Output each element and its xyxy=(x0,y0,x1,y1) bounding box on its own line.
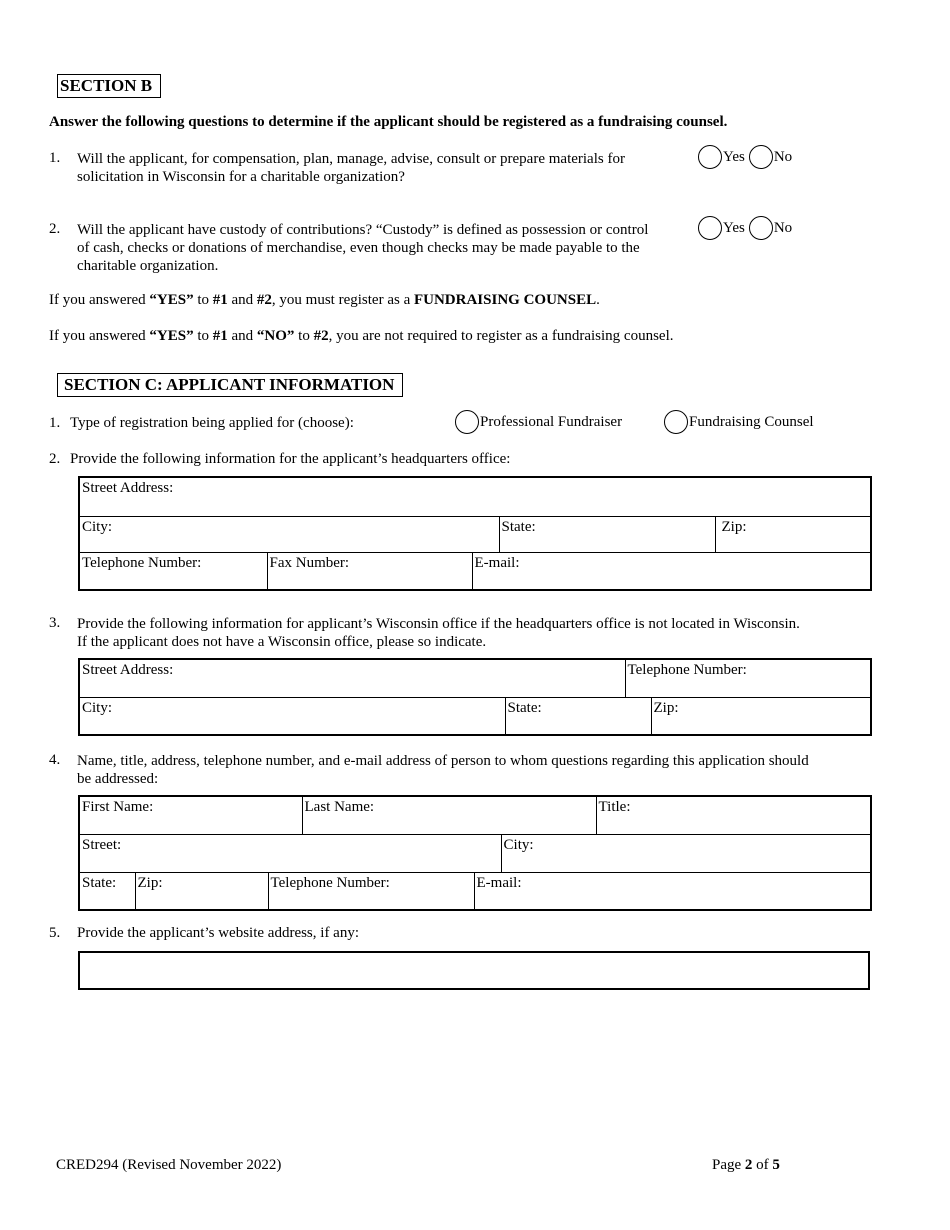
section-b-q2-line1: Will the applicant have custody of contributions? “Custody” is defined as possession or control xyxy=(77,222,649,238)
section-c-q3-line1: Provide the following information for applicant’s Wisconsin office if the headquarters office is not located in Wisconsin. xyxy=(77,616,800,632)
q1-no-radio[interactable] xyxy=(749,145,773,169)
contact-first-name-field[interactable] xyxy=(79,796,302,834)
wi-telephone-field[interactable] xyxy=(625,659,871,697)
q1-yes-radio[interactable] xyxy=(698,145,722,169)
note1-text: If you answered xyxy=(49,292,150,308)
hq-fax-label: Fax Number: xyxy=(269,554,350,571)
wi-city-label: City: xyxy=(82,699,113,716)
note1-ref-1: #1 xyxy=(212,292,228,308)
section-c-q4-number: 4. xyxy=(49,752,61,768)
contact-telephone-label: Telephone Number: xyxy=(270,874,390,891)
contact-last-name-label: Last Name: xyxy=(304,799,375,815)
section-c-q3-number: 3. xyxy=(49,615,61,631)
wi-state-label: State: xyxy=(507,699,542,716)
section-c-q5-number: 5. xyxy=(49,925,61,941)
section-b-q1-line2: solicitation in Wisconsin for a charitable organization? xyxy=(77,169,405,185)
wi-state-field[interactable] xyxy=(505,697,651,735)
note1-text: and xyxy=(227,292,257,308)
note2-ref-2: #2 xyxy=(313,328,329,344)
headquarters-office-table xyxy=(78,476,872,591)
contact-first-name-label: First Name: xyxy=(82,799,154,815)
note1-text: to xyxy=(193,292,213,308)
note2-text: and xyxy=(227,328,257,344)
section-b-note-2 xyxy=(49,328,673,345)
form-identifier: CRED294 (Revised November 2022) xyxy=(56,1157,282,1173)
hq-city-label: City: xyxy=(82,518,113,535)
contact-street-field[interactable] xyxy=(79,834,501,872)
section-c-q1-number: 1. xyxy=(49,415,61,431)
total-pages: 5 xyxy=(772,1157,780,1173)
wi-zip-field[interactable] xyxy=(651,697,871,735)
q2-no-label: No xyxy=(773,219,793,236)
note1-text: , you must register as a xyxy=(271,292,414,308)
contact-last-name-field[interactable] xyxy=(302,796,596,834)
note1-ref-2: #2 xyxy=(256,292,272,308)
q2-no-radio[interactable] xyxy=(749,216,773,240)
wisconsin-office-table xyxy=(78,658,872,736)
note2-text: If you answered xyxy=(49,328,150,344)
fundraising-counsel-label: Fundraising Counsel xyxy=(689,413,814,430)
q2-yes-label: Yes xyxy=(723,219,745,236)
section-b-q2-text xyxy=(77,221,692,275)
wi-zip-label: Zip: xyxy=(653,699,679,716)
professional-fundraiser-label: Professional Fundraiser xyxy=(480,413,623,430)
contact-state-field[interactable] xyxy=(79,872,135,910)
note2-text: to xyxy=(294,328,314,344)
note2-yes: “YES” xyxy=(149,328,194,344)
of-word: of xyxy=(752,1157,773,1173)
section-b-q2-options xyxy=(698,216,792,240)
fundraising-counsel-radio[interactable] xyxy=(664,410,688,434)
hq-telephone-field[interactable] xyxy=(79,552,267,590)
section-b-title: SECTION B xyxy=(57,74,161,98)
section-b-note-1 xyxy=(49,292,600,309)
section-c-title: SECTION C: APPLICANT INFORMATION xyxy=(57,373,403,397)
hq-email-label: E-mail: xyxy=(474,554,520,571)
registration-type-fundraising-counsel[interactable] xyxy=(664,410,814,434)
q2-yes-radio[interactable] xyxy=(698,216,722,240)
q1-yes-label: Yes xyxy=(723,148,745,165)
note2-text: to xyxy=(193,328,213,344)
section-b-q1-text xyxy=(77,150,687,186)
note1-fundraising-counsel: FUNDRAISING COUNSEL xyxy=(413,292,597,308)
wi-street-address-field[interactable] xyxy=(79,659,625,697)
section-c-q4-line2: be addressed: xyxy=(77,771,159,787)
contact-email-field[interactable] xyxy=(474,872,871,910)
contact-street-label: Street: xyxy=(82,836,122,853)
hq-street-address-field[interactable] xyxy=(79,477,871,516)
section-c-q4-text xyxy=(77,752,877,788)
q1-no-label: No xyxy=(773,148,793,165)
section-b-q1-line1: Will the applicant, for compensation, plan, manage, advise, consult or prepare materials for xyxy=(77,151,625,167)
contact-email-label: E-mail: xyxy=(476,874,522,891)
wi-telephone-label: Telephone Number: xyxy=(627,662,747,678)
website-address-field[interactable] xyxy=(78,951,870,990)
hq-state-field[interactable] xyxy=(499,516,715,552)
section-b-intro: Answer the following questions to determine if the applicant should be registered as a fundraising counsel. xyxy=(49,114,728,130)
note2-no: “NO” xyxy=(256,328,295,344)
current-page: 2 xyxy=(744,1157,753,1173)
wi-city-field[interactable] xyxy=(79,697,505,735)
contact-person-table xyxy=(78,795,872,911)
page-number xyxy=(712,1157,780,1174)
registration-type-professional-fundraiser[interactable] xyxy=(455,410,622,434)
contact-telephone-field[interactable] xyxy=(268,872,474,910)
contact-state-label: State: xyxy=(82,874,117,891)
section-c-q3-line2: If the applicant does not have a Wisconsin office, please so indicate. xyxy=(77,634,487,650)
note2-ref-1: #1 xyxy=(212,328,228,344)
hq-zip-field[interactable] xyxy=(715,516,871,552)
section-c-q2-number: 2. xyxy=(49,451,61,467)
hq-email-field[interactable] xyxy=(472,552,871,590)
hq-zip-label: Zip: xyxy=(721,518,747,535)
note1-text: . xyxy=(596,292,600,308)
hq-telephone-label: Telephone Number: xyxy=(82,554,202,571)
wi-street-address-label: Street Address: xyxy=(82,662,174,678)
contact-title-label: Title: xyxy=(598,799,631,815)
section-b-q2-line2: of cash, checks or donations of merchandise, even though checks may be made payable to the xyxy=(77,240,640,256)
hq-street-address-label: Street Address: xyxy=(82,480,174,496)
section-c-q5-text: Provide the applicant’s website address, if any: xyxy=(77,925,360,941)
section-c-q4-line1: Name, title, address, telephone number, and e-mail address of person to whom questions regarding this application should xyxy=(77,753,809,769)
contact-zip-label: Zip: xyxy=(137,874,163,891)
contact-city-field[interactable] xyxy=(501,834,871,872)
hq-fax-field[interactable] xyxy=(267,552,472,590)
hq-state-label: State: xyxy=(501,518,536,535)
section-c-q3-text xyxy=(77,615,877,651)
section-b-q2-line3: charitable organization. xyxy=(77,258,219,274)
contact-zip-field[interactable] xyxy=(135,872,268,910)
contact-title-field[interactable] xyxy=(596,796,871,834)
note1-yes: “YES” xyxy=(149,292,194,308)
note2-text: , you are not required to register as a fundraising counsel. xyxy=(328,328,674,344)
section-b-q1-options xyxy=(698,145,792,169)
hq-city-field[interactable] xyxy=(79,516,499,552)
section-b-q1-number: 1. xyxy=(49,150,61,166)
section-b-q2-number: 2. xyxy=(49,221,61,237)
section-c-q1-text: Type of registration being applied for (choose): xyxy=(70,415,354,431)
contact-city-label: City: xyxy=(503,836,534,853)
professional-fundraiser-radio[interactable] xyxy=(455,410,479,434)
section-c-q2-text: Provide the following information for the applicant’s headquarters office: xyxy=(70,451,511,467)
page-word: Page xyxy=(712,1157,745,1173)
